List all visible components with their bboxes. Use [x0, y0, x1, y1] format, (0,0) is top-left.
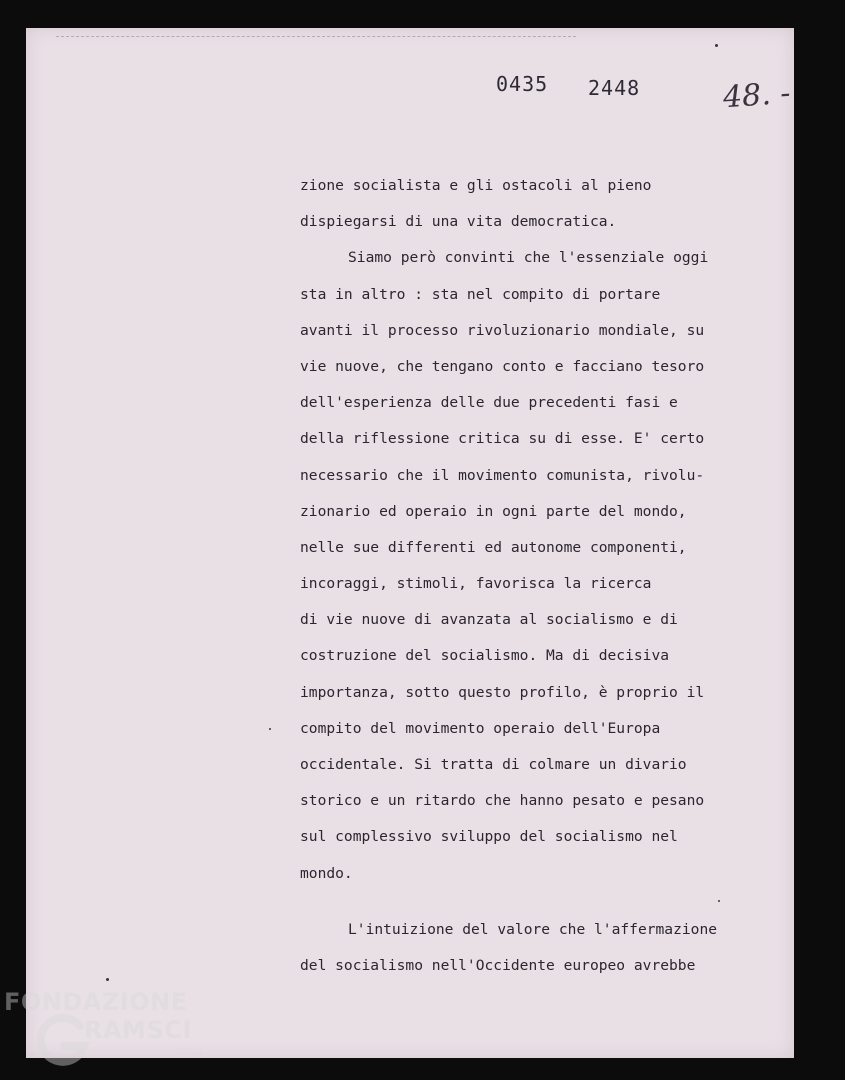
typewritten-body-text — [300, 168, 770, 984]
text-line: L'intuizione del valore che l'affermazione — [348, 920, 718, 938]
archive-number-stamp: 0435 — [496, 72, 549, 96]
text-line: dispiegarsi di una vita democratica. — [300, 213, 617, 231]
text-line: Siamo però convinti che l'essenziale oggi — [348, 249, 709, 267]
text-line: necessario che il movimento comunista, rivolu- — [300, 466, 705, 484]
text-line: avanti il processo rivoluzionario mondiale, su — [300, 321, 705, 339]
text-line: zionario ed operaio in ogni parte del mondo, — [300, 502, 687, 520]
handwritten-page-number: 48. - — [721, 75, 792, 116]
document-page — [26, 28, 794, 1058]
text-line: costruzione del socialismo. Ma di decisiva — [300, 647, 670, 665]
paper-speck — [715, 44, 718, 47]
watermark-line-1: FONDAZIONE — [4, 988, 188, 1016]
fondazione-gramsci-watermark — [4, 988, 214, 1078]
text-line: sta in altro : sta nel compito di portare — [300, 285, 661, 303]
text-line: zione socialista e gli ostacoli al pieno — [300, 177, 652, 194]
paper-speck — [106, 978, 109, 981]
text-line: sul complessivo sviluppo del socialismo nel — [300, 828, 678, 846]
text-line: compito del movimento operaio dell'Europa — [300, 719, 661, 737]
watermark-suffix: onlus — [176, 1046, 203, 1057]
text-line: incoraggi, stimoli, favorisca la ricerca — [300, 575, 652, 593]
text-line: importanza, sotto questo profilo, è proprio il — [300, 683, 705, 701]
text-line: della riflessione critica su di esse. E' certo — [300, 430, 705, 448]
top-edge-rule — [56, 36, 576, 37]
text-line: mondo. — [300, 864, 353, 882]
text-line: del socialismo nell'Occidente europeo avrebbe — [300, 956, 696, 974]
text-line: occidentale. Si tratta di colmare un divario — [300, 756, 687, 773]
archive-number-stamp: 2448 — [588, 76, 641, 100]
text-line: nelle sue differenti ed autonome componenti, — [300, 538, 687, 556]
text-line: storico e un ritardo che hanno pesato e pesano — [300, 792, 705, 810]
text-line: vie nuove, che tengano conto e facciano tesoro — [300, 357, 705, 375]
paragraph-gap — [300, 892, 770, 912]
watermark-line-2: RAMSCI — [84, 1016, 192, 1044]
text-line: di vie nuove di avanzata al socialismo e di — [300, 611, 678, 629]
paper-speck — [718, 900, 720, 902]
paper-speck — [269, 728, 271, 730]
text-line: dell'esperienza delle due precedenti fasi e — [300, 394, 678, 412]
